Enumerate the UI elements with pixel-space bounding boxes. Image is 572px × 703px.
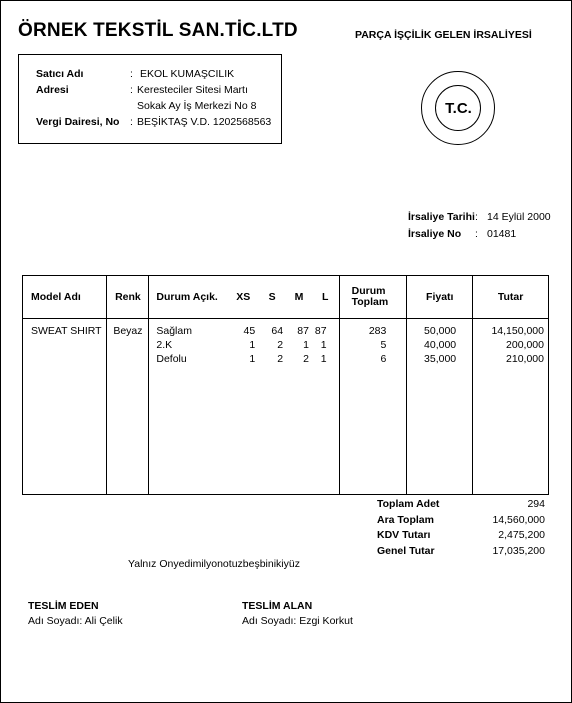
delivered-by-name-label: Adı Soyadı: bbox=[28, 615, 83, 627]
colon: : bbox=[130, 84, 133, 96]
price-value: 50,000 bbox=[424, 325, 457, 337]
seller-address-line1: Keresteciler Sitesi Martı bbox=[137, 84, 248, 96]
cell-price bbox=[407, 319, 473, 495]
s-value: 64 bbox=[271, 325, 284, 337]
header-xs: XS bbox=[228, 276, 258, 319]
xs-value: 1 bbox=[249, 353, 256, 365]
seller-address-line2: Sokak Ay İş Merkezi No 8 bbox=[137, 100, 257, 112]
colon: : bbox=[130, 116, 133, 128]
invoice-date: 14 Eylül 2000 bbox=[487, 211, 551, 223]
total-value: 6 bbox=[380, 353, 387, 365]
price-value: 40,000 bbox=[424, 339, 457, 351]
cell-color: Beyaz bbox=[107, 319, 149, 495]
cell-m bbox=[286, 319, 312, 495]
header-total-line2: Toplam bbox=[351, 296, 389, 308]
invoice-no: 01481 bbox=[487, 228, 517, 240]
price-value: 35,000 bbox=[424, 353, 457, 365]
s-value: 2 bbox=[277, 339, 284, 351]
colon: : bbox=[475, 211, 478, 223]
total-qty-label: Toplam Adet bbox=[377, 498, 440, 510]
delivered-by-heading: TESLİM EDEN bbox=[28, 600, 99, 612]
delivered-by-line bbox=[28, 615, 123, 627]
cell-model: SWEAT SHIRT bbox=[31, 325, 102, 337]
cell-total bbox=[339, 319, 407, 495]
header-color: Renk bbox=[107, 276, 149, 319]
amount-in-words: Yalnız Onyedimilyonotuzbeşbinikiyüz bbox=[128, 558, 300, 570]
delivered-by-name: Ali Çelik bbox=[84, 615, 123, 627]
amount-value: 210,000 bbox=[506, 353, 544, 365]
total-value: 283 bbox=[368, 325, 387, 337]
received-by-name: Ezgi Korkut bbox=[299, 615, 353, 627]
header-condition: Durum Açık. bbox=[149, 276, 229, 319]
seller-name: EKOL KUMAŞCILIK bbox=[140, 68, 235, 80]
vat-amount: 2,475,200 bbox=[498, 529, 545, 541]
s-value: 2 bbox=[277, 353, 284, 365]
amount-value: 200,000 bbox=[506, 339, 544, 351]
header-s: S bbox=[258, 276, 286, 319]
total-value: 5 bbox=[380, 339, 387, 351]
cell-s bbox=[258, 319, 286, 495]
colon: : bbox=[475, 228, 478, 240]
header-m: M bbox=[286, 276, 312, 319]
header-model: Model Adı bbox=[23, 276, 107, 319]
condition-value: Sağlam bbox=[156, 325, 192, 337]
xs-value: 45 bbox=[243, 325, 256, 337]
received-by-name-label: Adı Soyadı: bbox=[242, 615, 297, 627]
header-l: L bbox=[312, 276, 339, 319]
seller-box bbox=[18, 54, 282, 144]
header-total-line1: Durum bbox=[351, 285, 386, 297]
amount-value: 14,150,000 bbox=[491, 325, 544, 337]
l-value: 87 bbox=[314, 325, 327, 337]
cell-l bbox=[312, 319, 339, 495]
invoice-no-label: İrsaliye No bbox=[408, 228, 462, 240]
seller-address-label: Adresi bbox=[36, 84, 69, 96]
total-qty: 294 bbox=[527, 498, 545, 510]
header-price: Fiyatı bbox=[407, 276, 473, 319]
seller-name-label: Satıcı Adı bbox=[36, 68, 84, 80]
cell-xs bbox=[228, 319, 258, 495]
grand-total: 17,035,200 bbox=[492, 545, 545, 557]
header-total bbox=[339, 276, 407, 319]
m-value: 2 bbox=[303, 353, 309, 365]
xs-value: 1 bbox=[249, 339, 256, 351]
m-value: 1 bbox=[303, 339, 309, 351]
invoice-date-label: İrsaliye Tarihi bbox=[408, 211, 475, 223]
table-header-row bbox=[23, 276, 549, 319]
items-table bbox=[22, 275, 549, 495]
condition-value: 2.K bbox=[156, 339, 173, 351]
colon: : bbox=[130, 68, 133, 80]
table-row bbox=[23, 319, 549, 495]
document-type: PARÇA İŞÇİLİK GELEN İRSALİYESİ bbox=[355, 29, 532, 41]
grand-total-label: Genel Tutar bbox=[377, 545, 435, 557]
subtotal-label: Ara Toplam bbox=[377, 514, 434, 526]
cell-condition bbox=[149, 319, 229, 495]
m-value: 87 bbox=[297, 325, 309, 337]
condition-value: Defolu bbox=[156, 353, 187, 365]
l-value: 1 bbox=[320, 353, 327, 365]
seller-tax: BEŞİKTAŞ V.D. 1202568563 bbox=[137, 116, 272, 128]
header-amount: Tutar bbox=[473, 276, 549, 319]
received-by-heading: TESLİM ALAN bbox=[242, 600, 313, 612]
received-by-line bbox=[242, 615, 353, 627]
seller-tax-label: Vergi Dairesi, No bbox=[36, 116, 120, 128]
cell-amount bbox=[473, 319, 549, 495]
vat-label: KDV Tutarı bbox=[377, 529, 431, 541]
seal-text: T.C. bbox=[445, 100, 472, 117]
subtotal: 14,560,000 bbox=[492, 514, 545, 526]
company-name: ÖRNEK TEKSTİL SAN.TİC.LTD bbox=[18, 20, 298, 41]
l-value: 1 bbox=[320, 339, 327, 351]
